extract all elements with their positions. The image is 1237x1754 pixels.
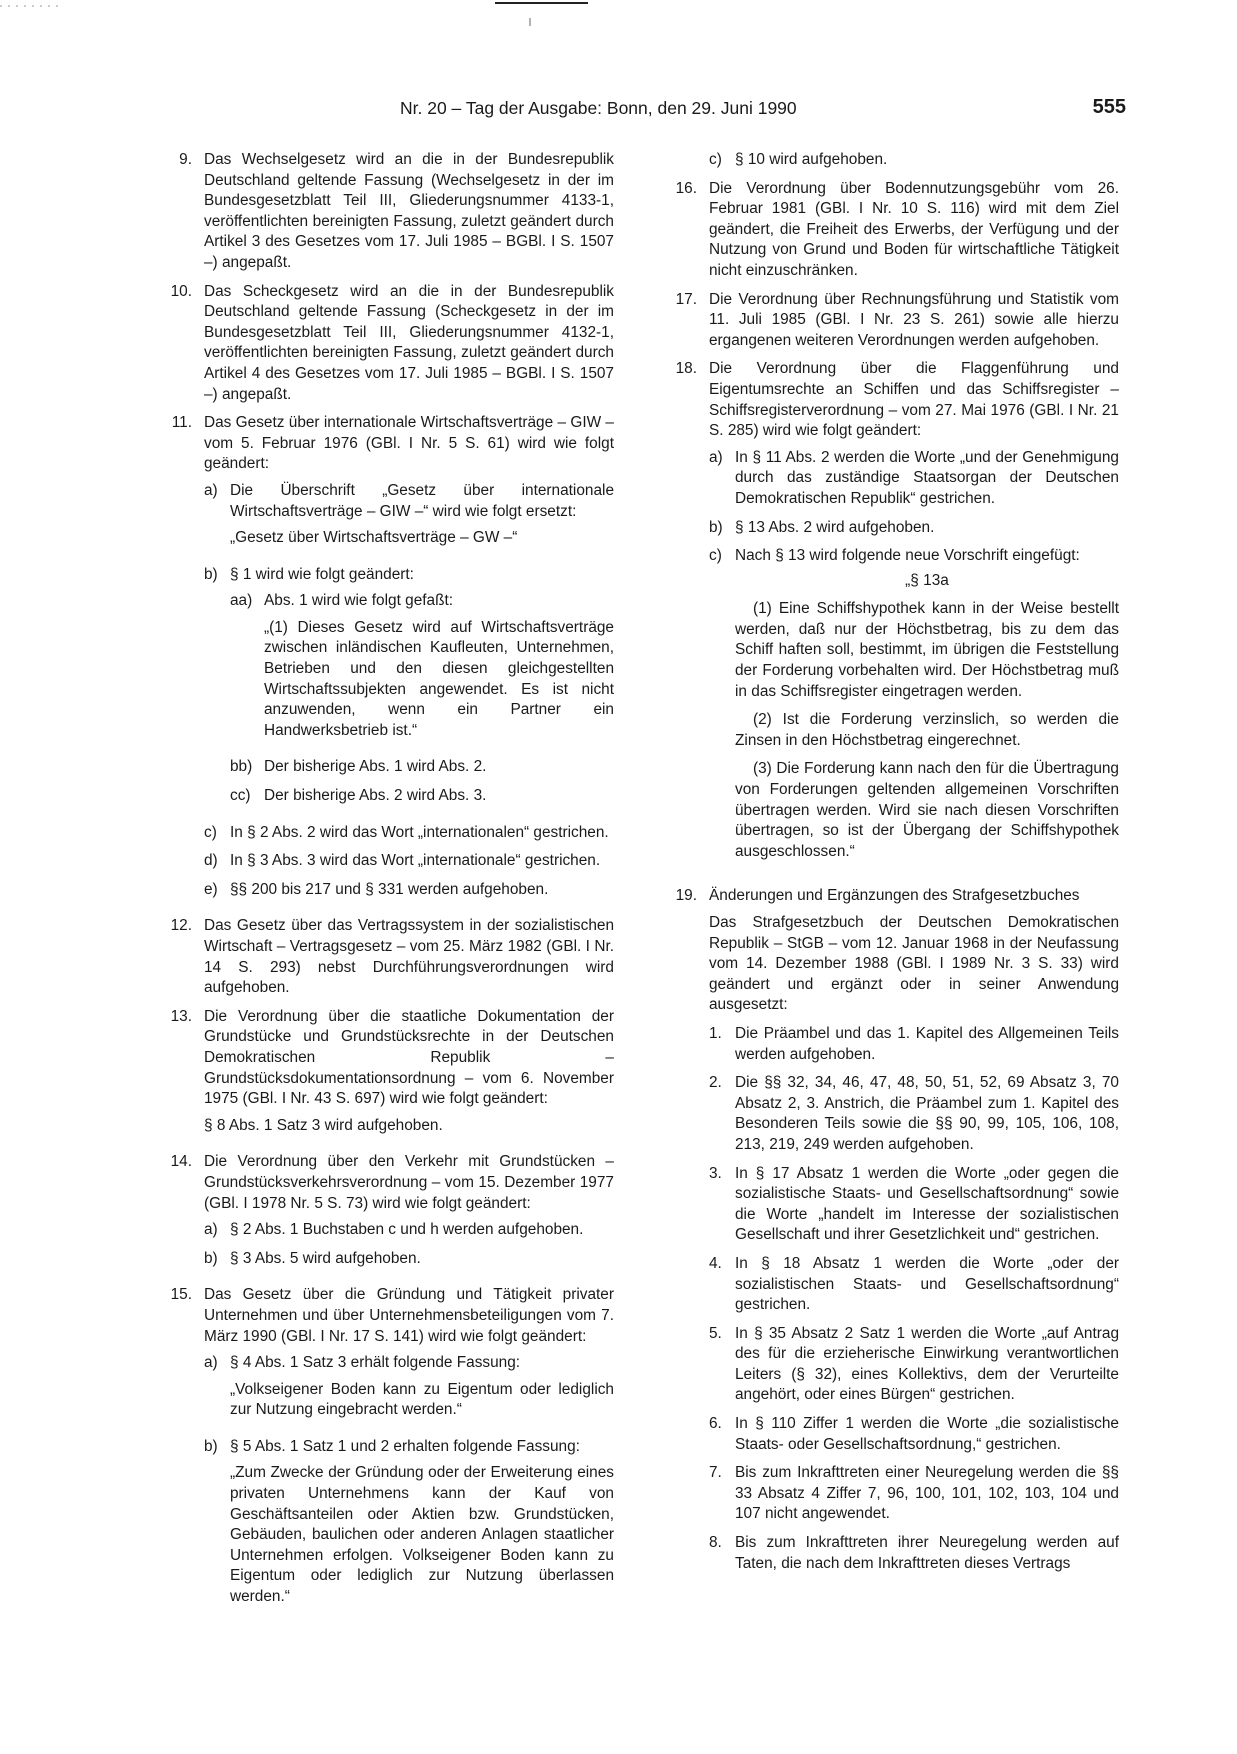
sub-label: c): [204, 823, 217, 841]
sub-text: In § 11 Abs. 2 werden die Worte „und der Genehmigung durch das zuständige Staatsorgan der Deutschen Demokratischen Republik“ gestrichen.: [735, 448, 1119, 507]
item-body: [204, 1152, 614, 1277]
item-text: Die Verordnung über die staatliche Dokumentation der Grundstücke und Grundstücksrechte in der Deutschen Demokratischen Republik – Grundstücksdokumentationsordnung – vom 6. November 1975 (GBl. I Nr. 43 S. 697) wird wie folgt geändert:: [204, 1007, 614, 1108]
sub-item: [663, 150, 1119, 171]
item-number: 17.: [675, 290, 697, 308]
item-body: [709, 359, 1119, 878]
item-number: 12.: [170, 917, 192, 935]
quote-text: „Gesetz über Wirtschaftsverträge – GW –“: [230, 529, 518, 547]
sub-item: [709, 1414, 1119, 1455]
item-text: Das Scheckgesetz wird an die in der Bundesrepublik Deutschland geltende Fassung (Scheckgesetz in der im Bundesgesetzblatt Teil III, Gliederungsnummer 4132-1, veröffentlichten bereinigten Fassung, zuletzt geändert durch Artikel 4 des Gesetzes vom 17. Juli 1985 – BGBl. I S. 1507 –) angepaßt.: [204, 282, 614, 403]
item-text: Das Gesetz über die Gründung und Tätigkeit privater Unternehmen und über Unternehmensbeteiligungen vom 7. März 1990 (GBl. I Nr. 17 S. 141) wird wie folgt geändert:: [204, 1286, 614, 1345]
sub-item: [204, 1437, 614, 1616]
list-item: [158, 916, 614, 998]
sub-label: aa): [230, 592, 253, 610]
sub-text: In § 18 Absatz 1 werden die Worte „oder der sozialistischen Staats- und Gesellschaftsordnung“ gestrichen.: [735, 1254, 1119, 1314]
list-item: [158, 282, 614, 406]
page-number: 555: [1092, 96, 1126, 118]
sub-text: In § 110 Ziffer 1 werden die Worte „die sozialistische Staats- oder Gesellschaftsordnung,“ gestrichen.: [735, 1415, 1119, 1453]
list-item: [663, 290, 1119, 352]
intro-text: Das Strafgesetzbuch der Deutschen Demokratischen Republik – StGB – vom 12. Januar 1968 in der Neufassung vom 14. Dezember 1988 (GBl. I 1989 Nr. 3 S. 33) wird geändert und ergänzt oder in seiner Anwendung ausgesetzt:: [709, 914, 1119, 1014]
item-number: 16.: [675, 179, 697, 197]
sub-label: 4.: [709, 1254, 722, 1272]
item-text: Das Gesetz über internationale Wirtschaftsverträge – GIW – vom 5. Februar 1976 (GBl. I Nr. 5 S. 61) wird wie folgt geändert:: [204, 414, 614, 473]
item-number: 14.: [170, 1153, 192, 1171]
item-text: Die Verordnung über die Flaggenführung und Eigentumsrechte an Schiffen und das Schiffsregister – Schiffsregisterverordnung – vom 27. Mai 1976 (GBl. I Nr. 21 S. 285) wird wie folgt geändert:: [709, 360, 1119, 440]
list-item: [158, 1285, 614, 1623]
sub-text: In § 35 Absatz 2 Satz 1 werden die Worte „auf Antrag des für die erzieherische Einwirkung verantwortlichen Leiters (§ 32), eines Kollektivs, dem der Verurteilte angehört, oder eines Bürgen“ gestrichen.: [735, 1324, 1119, 1404]
sub-item: [709, 1533, 1119, 1574]
sub-text: § 10 wird aufgehoben.: [735, 151, 888, 168]
item-text: Das Wechselgesetz wird an die in der Bundesrepublik Deutschland geltende Fassung (Wechselgesetz in der im Bundesgesetzblatt Teil III, Gliederungsnummer 4133-1, veröffentlichten bereinigten Fassung, zuletzt geändert durch Artikel 3 des Gesetzes vom 17. Juli 1985 – BGBl. I S. 1507 –) angepaßt.: [204, 151, 614, 271]
sub-sub-item: [230, 786, 614, 807]
right-column: [663, 150, 1119, 1590]
list-item: [663, 886, 1119, 1582]
sub-label: a): [204, 481, 218, 499]
list-item: [158, 413, 614, 908]
sub-text: § 4 Abs. 1 Satz 3 erhält folgende Fassung:: [230, 1354, 521, 1372]
sub-item: [204, 851, 614, 872]
section-heading: „§ 13a: [905, 571, 949, 589]
item-body: [204, 1285, 614, 1623]
item-number: 18.: [675, 360, 697, 378]
sub-label: d): [204, 852, 218, 870]
left-column: [158, 150, 614, 1632]
item-text: Änderungen und Ergänzungen des Strafgesetzbuches: [709, 887, 1080, 905]
sub-text: § 5 Abs. 1 Satz 1 und 2 erhalten folgende Fassung:: [230, 1437, 580, 1455]
sub-text: Bis zum Inkrafttreten ihrer Neuregelung werden auf Taten, die nach dem Inkrafttreten dieses Vertrags: [735, 1534, 1119, 1572]
sub-label: a): [709, 448, 723, 466]
sub-label: a): [204, 1354, 218, 1372]
sub-text: Bis zum Inkrafttreten einer Neuregelung werden die §§ 33 Absatz 4 Ziffer 7, 96, 100, 101, 102, 103, 104 und 107 nicht angewendet.: [735, 1464, 1119, 1523]
item-number: 13.: [170, 1007, 192, 1025]
item-text: Die Verordnung über Bodennutzungsgebühr vom 26. Februar 1981 (GBl. I Nr. 10 S. 116) wird mit dem Ziel geändert, die Freiheit des Erwerbs, der Verfügung und der Nutzung von Grund und Boden für wirtschaftliche Tätigkeit nicht einzuschränken.: [709, 179, 1119, 279]
sub-item: [204, 823, 614, 844]
sub-text: Abs. 1 wird wie folgt gefaßt:: [264, 592, 454, 610]
item-text: Das Gesetz über das Vertragssystem in der sozialistischen Wirtschaft – Vertragsgesetz – vom 25. März 1982 (GBl. I Nr. 14 S. 293) nebst Durchführungsverordnungen wird aufgehoben.: [204, 917, 614, 997]
sub-item: [709, 1164, 1119, 1246]
page-header: [160, 98, 1126, 124]
list-item: [158, 150, 614, 274]
item-body: [709, 886, 1119, 1582]
sub-sub-item: [230, 757, 614, 778]
sub-text: Die Präambel und das 1. Kapitel des Allgemeinen Teils werden aufgehoben.: [735, 1024, 1119, 1063]
sub-item: [204, 565, 614, 815]
sub-item: [709, 546, 1119, 870]
sub-item: [204, 880, 614, 901]
sub-label: b): [204, 1437, 218, 1455]
sub-label: 2.: [709, 1074, 722, 1092]
sub-text: Die Überschrift „Gesetz über internationale Wirtschaftsverträge – GIW –“ wird wie folgt ersetzt:: [230, 481, 614, 520]
sub-label: 3.: [709, 1164, 722, 1182]
sub-item: [709, 448, 1119, 510]
sub-text: Die §§ 32, 34, 46, 47, 48, 50, 51, 52, 69 Absatz 3, 70 Absatz 2, 3. Anstrich, die Präambel zum 1. Kapitel des Besonderen Teils sowie die §§ 90, 99, 105, 106, 108, 213, 219, 249 werden aufgehoben.: [735, 1074, 1119, 1153]
item-number: 19.: [675, 887, 697, 905]
sub-label: 5.: [709, 1324, 722, 1342]
list-item: [158, 1007, 614, 1145]
sub-item: [709, 518, 1119, 539]
paragraph: (3) Die Forderung kann nach den für die Übertragung von Forderungen geltenden allgemeinen Vorschriften übertragen werden. Wird sie nach diesen Vorschriften übertragen, so ist der Übergang der Schiffshypothek ausgeschlossen.“: [735, 760, 1119, 860]
quote-text: „(1) Dieses Gesetz wird auf Wirtschaftsverträge zwischen inländischen Kaufleuten, Unternehmen, Betrieben und den diesen gleichgestellten Wirtschaftssubjekten angewendet. Es ist nicht anzuwenden, wenn ein Partner ein Handwerksbetrieb ist.“: [264, 618, 614, 739]
paragraph: (2) Ist die Forderung verzinslich, so werden die Zinsen in den Höchstbetrag eingerechnet.: [735, 711, 1119, 749]
scan-artifacts: [0, 0, 1237, 40]
sub-item: [204, 1220, 614, 1241]
sub-text: § 2 Abs. 1 Buchstaben c und h werden aufgehoben.: [230, 1221, 584, 1239]
sub-label: b): [204, 1249, 218, 1267]
sub-sub-item: [230, 591, 614, 749]
item-body: [204, 413, 614, 908]
sub-text: In § 17 Absatz 1 werden die Worte „oder gegen die sozialistische Staats- und Gesellschaftsordnung“ sowie die Worte „handelt im Interesse der sozialistischen Gesellschaft und ihrer Gesetzlichkeit und“ gestrichen.: [735, 1164, 1119, 1244]
page-header-title: Nr. 20 – Tag der Ausgabe: Bonn, den 29. Juni 1990: [400, 98, 797, 118]
sub-item: [709, 1254, 1119, 1316]
sub-text: § 3 Abs. 5 wird aufgehoben.: [230, 1249, 421, 1267]
item-number: 10.: [170, 282, 192, 300]
paragraph: (1) Eine Schiffshypothek kann in der Weise bestellt werden, daß nur der Höchstbetrag, bis zu dem das Schiff haften soll, bestimmt, im übrigen die Feststellung der Forderung vorbehalten wird. Der Höchstbetrag muß in das Schiffsregister eingetragen werden.: [735, 600, 1119, 700]
sub-label: 7.: [709, 1464, 722, 1482]
sub-text: In § 3 Abs. 3 wird das Wort „internationale“ gestrichen.: [230, 852, 601, 870]
list-item: [663, 179, 1119, 282]
sub-text: § 13 Abs. 2 wird aufgehoben.: [735, 518, 935, 536]
sub-label: 1.: [709, 1024, 722, 1042]
sub-text: Der bisherige Abs. 1 wird Abs. 2.: [264, 758, 487, 776]
sub-label: b): [709, 518, 723, 536]
sub-label: 6.: [709, 1415, 722, 1433]
sub-label: 8.: [709, 1534, 722, 1552]
sub-item: [709, 1073, 1119, 1155]
sub-item: [204, 1249, 614, 1270]
item-number: 11.: [171, 414, 192, 432]
sub-text: Nach § 13 wird folgende neue Vorschrift eingefügt:: [735, 547, 1080, 565]
item-number: 15.: [170, 1286, 192, 1304]
sub-text: In § 2 Abs. 2 wird das Wort „internationalen“ gestrichen.: [230, 823, 609, 841]
sub-label: c): [709, 151, 722, 168]
list-item: [158, 1152, 614, 1277]
item-text: Die Verordnung über den Verkehr mit Grundstücken – Grundstücksverkehrsverordnung – vom 15. Dezember 1977 (GBl. I 1978 Nr. 5 S. 73) wird wie folgt geändert:: [204, 1153, 614, 1212]
list-item: [663, 359, 1119, 878]
sub-item: [204, 1353, 614, 1429]
sub-label: cc): [230, 787, 251, 805]
sub-label: c): [709, 547, 722, 565]
item-text: Die Verordnung über Rechnungsführung und Statistik vom 11. Juli 1985 (GBl. I Nr. 23 S. 261) sowie alle hierzu ergangenen weiteren Verordnungen werden aufgehoben.: [709, 290, 1119, 349]
sub-item: [709, 1024, 1119, 1065]
sub-label: a): [204, 1221, 218, 1239]
quote-text: „Zum Zwecke der Gründung oder der Erweiterung eines privaten Unternehmens kann der Kauf von Geschäftsanteilen oder Aktien bzw. Grundstücken, Gebäuden, baulichen oder anderen Anlagen staatlicher Unternehmen erfolgen. Volkseigener Boden kann zu Eigentum oder lediglich zur Nutzung überlassen werden.“: [230, 1464, 614, 1606]
sub-label: b): [204, 565, 218, 583]
sub-item: [204, 481, 614, 557]
sub-text: § 1 wird wie folgt geändert:: [230, 565, 414, 583]
sub-label: e): [204, 880, 218, 898]
quote-text: „Volkseigener Boden kann zu Eigentum oder lediglich zur Nutzung eingebracht werden.“: [230, 1380, 614, 1419]
sub-text: §§ 200 bis 217 und § 331 werden aufgehoben.: [230, 880, 549, 898]
sub-text: § 8 Abs. 1 Satz 3 wird aufgehoben.: [204, 1116, 443, 1134]
sub-text: Der bisherige Abs. 2 wird Abs. 3.: [264, 787, 487, 805]
item-number: 9.: [179, 151, 192, 168]
sub-label: bb): [230, 758, 253, 776]
sub-item: [709, 1324, 1119, 1406]
sub-item: [709, 1463, 1119, 1525]
item-body: [204, 1007, 614, 1145]
